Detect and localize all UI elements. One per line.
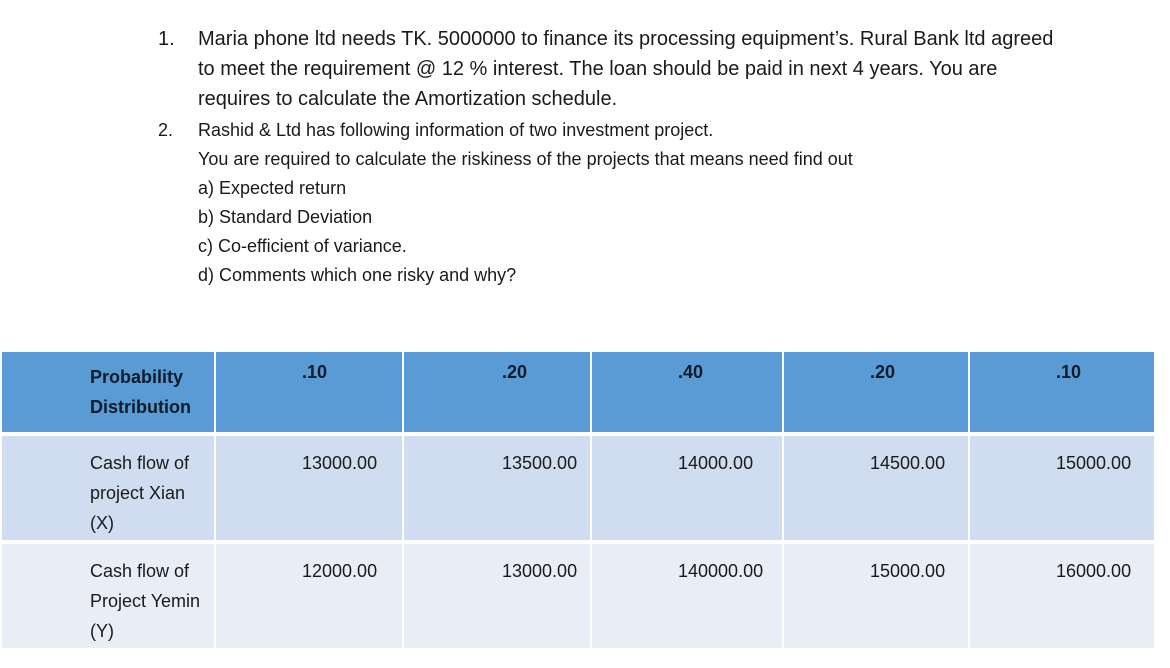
sub-question-d: d) Comments which one risky and why? xyxy=(198,265,517,285)
table-cell: 15000.00 xyxy=(782,544,968,648)
header-cell: .10 xyxy=(214,352,402,436)
table-cell: 12000.00 xyxy=(214,544,402,648)
table-cell: 14000.00 xyxy=(590,436,782,544)
table-row xyxy=(2,436,1154,544)
question-number: 1. xyxy=(158,28,175,50)
row-label: Cash flow of Project Yemin (Y) xyxy=(2,544,214,648)
header-cell: .10 xyxy=(968,352,1154,436)
question-body xyxy=(198,116,853,290)
question-text: Maria phone ltd needs TK. 5000000 to finance its processing equipment’s. Rural Bank ltd agreed to meet the requirement @ 12 % interest. The loan should be paid in next 4 years. You are requires to calculate the Amortization schedule. xyxy=(198,28,1054,110)
header-label: Probability Distribution xyxy=(2,352,214,436)
table-cell: 14500.00 xyxy=(782,436,968,544)
sub-question-b: b) Standard Deviation xyxy=(198,207,373,227)
table-row xyxy=(2,544,1154,648)
question-line: Rashid & Ltd has following information of two investment project. xyxy=(198,120,714,140)
question-1 xyxy=(158,24,1058,114)
table-cell: 13500.00 xyxy=(402,436,590,544)
sub-question-a: a) Expected return xyxy=(198,178,347,198)
header-cell: .20 xyxy=(782,352,968,436)
row-label: Cash flow of project Xian (X) xyxy=(2,436,214,544)
question-list xyxy=(158,24,1058,290)
header-cell: .40 xyxy=(590,352,782,436)
question-number: 2. xyxy=(158,120,174,140)
table-cell: 13000.00 xyxy=(214,436,402,544)
sub-question-c: c) Co-efficient of variance. xyxy=(198,236,407,256)
question-2 xyxy=(158,116,1058,290)
table-cell: 140000.00 xyxy=(590,544,782,648)
table-cell: 16000.00 xyxy=(968,544,1154,648)
probability-table xyxy=(2,352,1154,648)
question-line: You are required to calculate the riskiness of the projects that means need find out xyxy=(198,149,853,169)
table-cell: 15000.00 xyxy=(968,436,1154,544)
table-cell: 13000.00 xyxy=(402,544,590,648)
table-header-row xyxy=(2,352,1154,436)
header-cell: .20 xyxy=(402,352,590,436)
